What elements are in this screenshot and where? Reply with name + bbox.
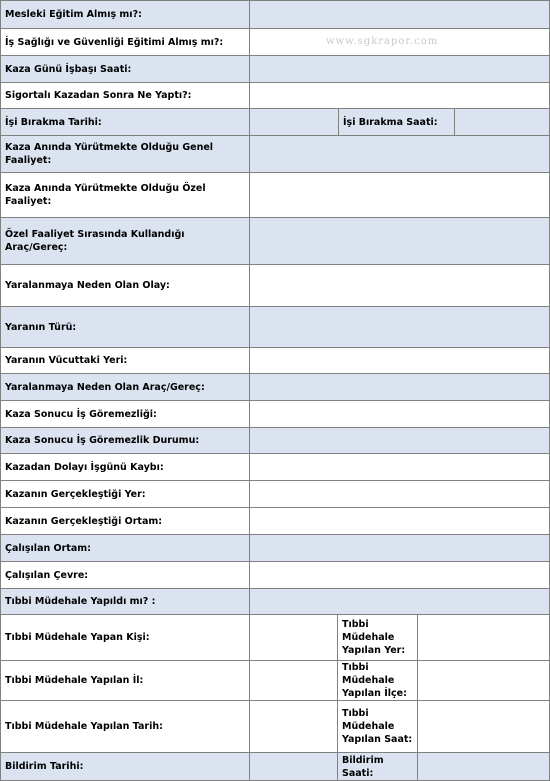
field-label-arac-gerec: Özel Faaliyet Sırasında Kullandığı Araç/Gereç: <box>1 218 250 265</box>
field-value-mesleki-egitim[interactable] <box>250 1 550 29</box>
form-row <box>1 454 550 481</box>
field-label-ozel-faaliyet: Kaza Anında Yürütmekte Olduğu Özel Faaliyet: <box>1 173 250 218</box>
field-value-genel-faaliyet[interactable] <box>250 136 550 173</box>
form-row <box>1 562 550 589</box>
field-value-isi-birakma-tarihi[interactable] <box>250 109 339 136</box>
field-label-kaza-yeri: Kazanın Gerçekleştiği Yer: <box>1 481 250 508</box>
field-label-mudehale-tarih: Tıbbi Müdehale Yapılan Tarih: <box>1 701 250 753</box>
form-row <box>1 428 550 454</box>
form-row <box>1 374 550 401</box>
field-value-isg-egitimi[interactable] <box>250 29 550 56</box>
form-row <box>1 109 550 136</box>
field-value-is-goremezligi[interactable] <box>250 401 550 428</box>
field-label-is-goremezligi: Kaza Sonucu İş Göremezliği: <box>1 401 250 428</box>
field-value-is-goremezlik-durumu[interactable] <box>250 428 550 454</box>
form-row <box>1 401 550 428</box>
form-row <box>1 29 550 56</box>
form-row <box>1 83 550 109</box>
form-row <box>1 535 550 562</box>
field-label-is-goremezlik-durumu: Kaza Sonucu İş Göremezlik Durumu: <box>1 428 250 454</box>
form-row <box>1 348 550 374</box>
field-label-neden-olan-olay: Yaralanmaya Neden Olan Olay: <box>1 265 250 307</box>
field-label-kazadan-sonra: Sigortalı Kazadan Sonra Ne Yaptı?: <box>1 83 250 109</box>
field-label-tibbi-mudehale: Tıbbi Müdehale Yapıldı mı? : <box>1 589 250 615</box>
form-row <box>1 265 550 307</box>
field-label-isi-birakma-tarihi: İşi Bırakma Tarihi: <box>1 109 250 136</box>
field-value-calisilan-cevre[interactable] <box>250 562 550 589</box>
field-value-kazadan-sonra[interactable] <box>250 83 550 109</box>
field-value-neden-olan-arac[interactable] <box>250 374 550 401</box>
field-value-neden-olan-olay[interactable] <box>250 265 550 307</box>
field-value-isgunu-kaybi[interactable] <box>250 454 550 481</box>
form-row <box>1 307 550 348</box>
form-row <box>1 173 550 218</box>
split-table <box>337 614 550 781</box>
field-label-mudehale-saat: Tıbbi Müdehale Yapılan Saat: <box>338 701 418 753</box>
field-label-mudehale-yapilan-yer: Tıbbi Müdehale Yapılan Yer: <box>338 615 418 661</box>
field-label-mudehale-il: Tıbbi Müdehale Yapılan İl: <box>1 661 250 701</box>
field-label-neden-olan-arac: Yaralanmaya Neden Olan Araç/Gereç: <box>1 374 250 401</box>
field-value-ozel-faaliyet[interactable] <box>250 173 550 218</box>
field-label-yaranin-turu: Yaranın Türü: <box>1 307 250 348</box>
field-label-vucuttaki-yeri: Yaranın Vücuttaki Yeri: <box>1 348 250 374</box>
field-value-kaza-yeri[interactable] <box>250 481 550 508</box>
field-label-calisilan-ortam: Çalışılan Ortam: <box>1 535 250 562</box>
field-value-bildirim-saati[interactable] <box>418 753 550 781</box>
field-label-calisilan-cevre: Çalışılan Çevre: <box>1 562 250 589</box>
field-value-yaranin-turu[interactable] <box>250 307 550 348</box>
form-row <box>1 56 550 83</box>
form-row <box>338 615 550 661</box>
field-label-genel-faaliyet: Kaza Anında Yürütmekte Olduğu Genel Faaliyet: <box>1 136 250 173</box>
field-label-mesleki-egitim: Mesleki Eğitim Almış mı?: <box>1 1 250 29</box>
form-row <box>1 508 550 535</box>
field-label-isg-egitimi: İş Sağlığı ve Güvenliği Eğitimi Almış mı?: <box>1 29 250 56</box>
field-value-mudehale-saat[interactable] <box>418 701 550 753</box>
form-row <box>1 1 550 29</box>
field-label-isi-birakma-saati: İşi Bırakma Saati: <box>339 109 455 136</box>
form-row <box>1 136 550 173</box>
field-value-arac-gerec[interactable] <box>250 218 550 265</box>
field-value-calisilan-ortam[interactable] <box>250 535 550 562</box>
field-value-vucuttaki-yeri[interactable] <box>250 348 550 374</box>
form-row <box>1 481 550 508</box>
form-row <box>1 218 550 265</box>
watermark: www.sgkrapor.com <box>326 36 439 47</box>
field-value-isbasi-saati[interactable] <box>250 56 550 83</box>
field-value-kaza-ortami[interactable] <box>250 508 550 535</box>
field-value-isi-birakma-saati[interactable] <box>455 109 550 136</box>
form-row <box>1 589 550 615</box>
field-label-isbasi-saati: Kaza Günü İşbaşı Saati: <box>1 56 250 83</box>
field-value-tibbi-mudehale[interactable] <box>250 589 550 615</box>
field-label-bildirim-tarihi: Bildirim Tarihi: <box>1 753 250 781</box>
field-label-kaza-ortami: Kazanın Gerçekleştiği Ortam: <box>1 508 250 535</box>
form-row <box>338 661 550 701</box>
field-label-bildirim-saati: Bildirim Saati: <box>338 753 418 781</box>
form-row <box>338 753 550 781</box>
field-label-mudehale-ilce: Tıbbi Müdehale Yapılan İlçe: <box>338 661 418 701</box>
field-label-isgunu-kaybi: Kazadan Dolayı İşgünü Kaybı: <box>1 454 250 481</box>
split-overlay <box>337 614 549 781</box>
form-row <box>338 701 550 753</box>
field-value-mudehale-yapilan-yer[interactable] <box>418 615 550 661</box>
field-label-mudehale-yapan-kisi: Tıbbi Müdehale Yapan Kişi: <box>1 615 250 661</box>
field-value-mudehale-ilce[interactable] <box>418 661 550 701</box>
